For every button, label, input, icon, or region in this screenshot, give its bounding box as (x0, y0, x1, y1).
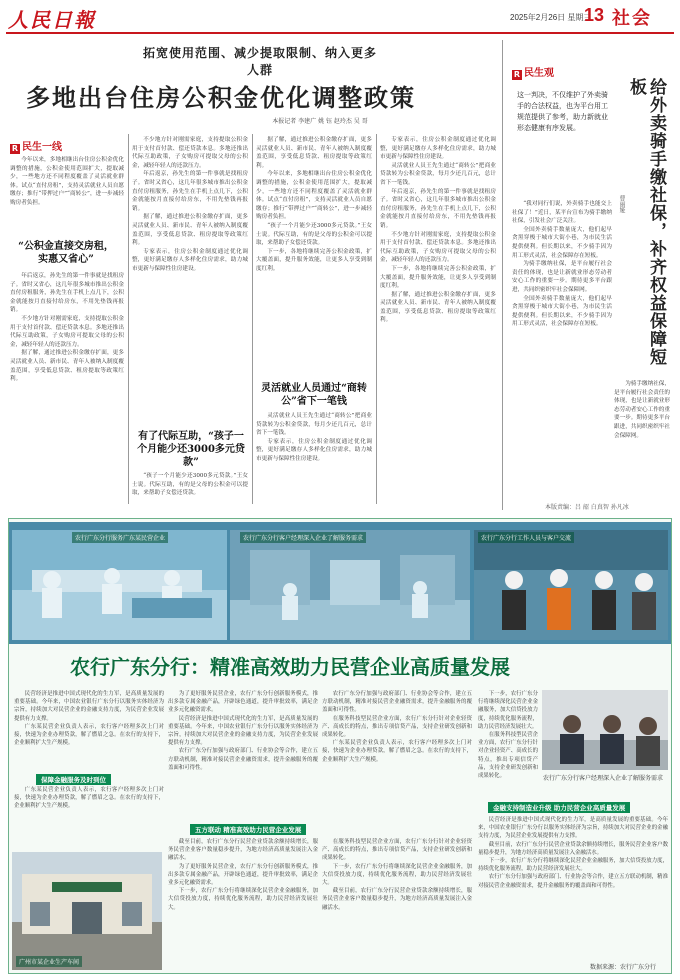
paragraph: 年后返京，孙先生的第一件事就是找租房子。省时又省心，这几年很多城市推出公积金直付房租服务，孙先生在手机上点几下，公积金就能按月直接付给房东，不用先垫钱再报销。 (10, 273, 124, 314)
paragraph: 不少地方针对刚需家庭，支持提取公积金用于支付首付款、偿还贷款本息。多地还推出代际互助政策，子女购房可提取父母的公积金，减轻年轻人的还款压力。 (10, 315, 124, 348)
photo-caption: 农行广东分行服务广东某民营企业 (72, 532, 168, 543)
story-column-2b (132, 472, 248, 506)
story-subhead-3: 灵活就业人员通过“商转公”省下一笔钱 (261, 383, 367, 407)
paragraph: 据了解，通过推进公积金缴存扩面，更多灵活就业人员、新市民、青年人被纳入制度覆盖范围，享受低息贷款、租房提取等政策红利。 (380, 291, 496, 324)
paragraph: 据了解，通过推进公积金缴存扩面，更多灵活就业人员、新市民、青年人被纳入制度覆盖范围，享受低息贷款、租房提取等政策红利。 (132, 214, 248, 247)
paragraph: 在服务科技型民营企业方面，农行广东分行针对企业轻资产、高成长的特点，推出专项信贷产品，支持企业研发创新和成果转化。 (322, 715, 472, 739)
paragraph: 为了更好服务民营企业，农行广东分行创新服务模式，推出多款专属金融产品，开辟绿色通道，提升审批效率，满足企业多元化融资需求。 (168, 863, 318, 887)
paragraph: 在服务科技型民营企业方面，农行广东分行针对企业轻资产、高成长的特点，推出专项信贷产品，支持企业研发创新和成果转化。 (478, 732, 538, 780)
story-byline: 本报记者 李建广 姚 钰 赵玲杰 吴 哥 (272, 118, 368, 125)
paragraph: 年后返京，孙先生的第一件事就是找租房子。省时又省心，这几年很多城市推出公积金直付房租服务，孙先生在手机上点几下，公积金就能按月直接付给房东，不用先垫钱再报销。 (132, 171, 248, 212)
photo-meeting (542, 690, 668, 770)
feature-headline (70, 651, 510, 680)
paragraph: 全国外卖骑手数量庞大，他们起早贪黑穿梭于城市大街小巷，为市民生活提供便利。但长期以来，不少骑手因为用工形式灵活，社会保障存在短板。 (512, 295, 612, 328)
paragraph: 下一步，农行广东分行将继续深化民营企业金融服务，加大信贷投放力度，持续优化服务流程，助力民营经济发展壮大。 (322, 863, 472, 887)
factory-building-image (12, 852, 162, 970)
paragraph: 下一步，各地将继续完善公积金政策，扩大覆盖面，提升服务效能，让更多人享受到制度红利。 (380, 265, 496, 290)
photo-caption: 广州市某企业生产车间 (16, 956, 82, 967)
paragraph: 专家表示，住房公积金制度通过优化调整，更好满足缴存人多样化住房需求，助力城市更新与保障性住房建设。 (132, 248, 248, 272)
paragraph: 全国外卖骑手数量庞大，他们起早贪黑穿梭于城市大街小巷，为市民生活提供便利。但长期以来，不少骑手因为用工形式灵活，社会保障存在短板。 (512, 226, 612, 259)
feature-headline-brand: 农行广东分行 (70, 655, 190, 679)
column-divider (252, 134, 253, 504)
story-column-1a (10, 156, 124, 236)
photo-caption: 农行广东分行客户经理深入企业了解服务需求 (240, 532, 366, 543)
paragraph: 今年以来，多地相继出台住房公积金优化调整的措施，公积金使用范围扩大，提取减少，一些地方还不同程度覆盖了灵活就业群体。试点“直付房租”，支持灵活就业人员自愿缴存；推行“带押过户”“商转公”，进一步减轻购房者负担。 (256, 171, 372, 221)
section-label-minshengguan (512, 64, 554, 80)
paragraph: 下一步，农行广东分行将继续深化民营企业金融服务，加大信贷投放力度，持续优化服务流程，助力民营经济发展壮大。 (478, 691, 538, 730)
column-divider (502, 40, 503, 510)
issue-date: 2025年2月26日 星期三 (510, 13, 592, 22)
paragraph: 下一步，农行广东分行将继续深化民营企业金融服务，加大信贷投放力度，持续优化服务流程，助力民营经济发展壮大。 (168, 888, 318, 911)
paragraph: 农行广东分行加强与政府部门、行业协会等合作，建立五方联动机制，精准对接民营企业融资需求，提升金融服务的覆盖面和可得性。 (322, 691, 472, 714)
masthead-rule (6, 32, 674, 34)
feature-column-3b (322, 838, 472, 968)
paragraph: 为骑手缴纳社保，是平台履行社会责任的体现，也是让新就业形态劳动者安心工作的重要一步。期待更多平台跟进，共同织密织牢社会保障网。 (512, 261, 612, 293)
feature-column-2 (168, 690, 318, 820)
meeting-image (542, 690, 668, 770)
column-divider (128, 134, 129, 504)
section-r-icon: R (513, 70, 521, 79)
paragraph: 在服务科技型民营企业方面，农行广东分行针对企业轻资产、高成长的特点，推出专项信贷产品，支持企业研发创新和成果转化。 (322, 839, 472, 862)
feature-subhead-1: 保障金融服务及时到位 (36, 774, 111, 785)
photo-production-line (12, 530, 227, 640)
feature-headline-rest: ：精准高效助力民营企业高质量发展 (190, 655, 510, 679)
paragraph: 年后返京，孙先生的第一件事就是找租房子。省时又省心，这几年很多城市推出公积金直付房租服务，孙先生在手机上点几下，公积金就能按月直接付给房东，不用先垫钱再报销。 (380, 188, 496, 229)
paragraph: 专家表示，住房公积金制度通过优化调整，更好满足缴存人多样化住房需求，助力城市更新与保障性住房建设。 (256, 438, 372, 462)
paragraph: 农行广东分行加强与政府部门、行业协会等合作，建立五方联动机制，精准对接民营企业融资需求，提升金融服务的覆盖面和可得性。 (478, 874, 668, 889)
paragraph: 不少地方针对刚需家庭，支持提取公积金用于支付首付款、偿还贷款本息。多地还推出代际互助政策，子女购房可提取父母的公积金，减轻年轻人的还款压力。 (380, 231, 496, 264)
paragraph: 下一步，各地将继续完善公积金政策，扩大覆盖面，提升服务效能，让更多人享受到制度红利。 (256, 248, 372, 272)
feature-column-3 (322, 690, 472, 820)
paragraph: 农行广东分行加强与政府部门、行业协会等合作，建立五方联动机制，精准对接民营企业融资需求，提升金融服务的覆盖面和可得性。 (168, 748, 318, 771)
story-column-1b (10, 272, 124, 492)
paragraph: 今年以来，多地相继出台住房公积金优化调整的措施，公积金使用范围扩大，提取减少，一些地方还不同程度覆盖了灵活就业群体。试点“直付房租”，支持灵活就业人员自愿缴存；推行“带押过户”“商转公”，进一步减轻购房者负担。 (10, 157, 124, 206)
paragraph: 为骑手缴纳社保，是平台履行社会责任的体现，也是让新就业形态劳动者安心工作的重要一步。期待更多平台跟进，共同织密织牢社会保障网。 (614, 381, 670, 439)
paragraph: 不少地方针对刚需家庭，支持提取公积金用于支付首付款、偿还贷款本息。多地还推出代际互助政策，子女购房可提取父母的公积金，减轻年轻人的还款压力。 (132, 137, 248, 169)
section-label-minsheng (10, 138, 62, 154)
photo-factory-building (12, 852, 162, 970)
paragraph: “我对同行们说，外卖骑手也能交上社保了！”近日，某平台宣布为骑手缴纳社保，引发社会广泛关注。 (512, 201, 612, 225)
masthead (0, 0, 680, 34)
commentary-body-tail (614, 380, 670, 496)
paragraph: 广东某民营企业负责人表示，农行客户经理多次上门对接，快速为企业办理贷款，解了燃眉之急。在农行的支持下，企业顺利扩大生产规模。 (14, 723, 164, 747)
section-name: 社会 (612, 8, 652, 29)
section-r-icon: R (11, 144, 19, 153)
newspaper-logo: 人民日報 (8, 8, 96, 32)
section-label-text: 民生一线 (22, 142, 62, 153)
story-subhead-2: 有了代际互助，“孩子一个月能少还3000多元贷款” (137, 431, 245, 468)
paragraph: 灵活就业人员王先生通过“商转公”把商业贷款转为公积金贷款，每月少还几百元，总计省下一笔钱。 (380, 162, 496, 186)
column-divider (376, 134, 377, 504)
paragraph: 民营经济是推进中国式现代化的生力军，是高质量发展的重要基础。今年来，中国农业银行广东分行以服务实体经济为宗旨，持续加大对民营企业的金融支持力度，为民营企业发展提供有力支撑。 (168, 715, 318, 747)
paragraph: 民营经济是推进中国式现代化的生力军，是高质量发展的重要基础。今年来，中国农业银行广东分行以服务实体经济为宗旨，持续加大对民营企业的金融支持力度，为民营企业发展提供有力支撑。 (14, 691, 164, 722)
story-kicker: 拓宽使用范围、减少提取限制、纳入更多人群 (142, 46, 377, 77)
paragraph: 为了更好服务民营企业，农行广东分行创新服务模式，推出多款专属金融产品，开辟绿色通道，提升审批效率，满足企业多元化融资需求。 (168, 691, 318, 714)
factory-interior-image (230, 530, 470, 640)
story-headline: 多地出台住房公积金优化调整政策 (26, 84, 416, 112)
commentary-lead: 这一判决，不仅维护了外卖骑手的合法权益，也为平台用工规范提供了参考，助力新就业形态健康有序发展。 (517, 91, 608, 132)
feature-footer-note: 数据来源：农行广东分行 (590, 964, 657, 971)
paragraph: “孩子一个月能少还3000多元贷款。”王女士说。代际互助，有的是父母的公积金可以提取，来帮助子女偿还贷款。 (256, 222, 372, 247)
photo-caption: 农行广东分行工作人员与客户交流 (478, 532, 574, 543)
story-column-3a (256, 136, 372, 376)
paragraph: 民营经济是推进中国式现代化的生力军，是高质量发展的重要基础。今年来，中国农业银行广东分行以服务实体经济为宗旨，持续加大对民营企业的金融支持力度，为民营企业发展提供有力支撑。 (478, 817, 668, 840)
story-column-3b (256, 412, 372, 506)
photo-factory-interior (230, 530, 470, 640)
paragraph: 下一步，农行广东分行将继续深化民营企业金融服务，加大信贷投放力度，持续优化服务流程，助力民营经济发展壮大。 (478, 858, 668, 873)
feature-subhead-3: 金融支持制造业升级 助力民营企业高质量发展 (488, 802, 630, 813)
photo-caption: 农行广东分行客户经理深入企业了解服务需求 (543, 776, 664, 782)
feature-column-4a (478, 690, 538, 800)
section-label-text: 民生观 (524, 68, 554, 79)
commentary-body (512, 200, 612, 494)
paragraph: 灵活就业人员王先生通过“商转公”把商业贷款转为公积金贷款，每月少还几百元，总计省下一笔钱。 (256, 413, 372, 437)
production-line-image (12, 530, 227, 640)
feature-subhead-2: 五方联动 精准高效助力民营企业发展 (190, 824, 306, 835)
workers-image (474, 530, 668, 640)
paragraph: 截至目前，农行广东分行民营企业贷款余额持续增长，服务民营企业客户数量稳步提升，为地方经济高质量发展注入金融活水。 (478, 841, 668, 856)
photo-workers (474, 530, 668, 640)
page-number: 13 (584, 5, 605, 25)
paragraph: 截至目前，农行广东分行民营企业贷款余额持续增长，服务民营企业客户数量稳步提升，为地方经济高质量发展注入金融活水。 (168, 839, 318, 862)
paragraph: 广东某民营企业负责人表示，农行客户经理多次上门对接，快速为企业办理贷款，解了燃眉之急。在农行的支持下，企业顺利扩大生产规模。 (322, 740, 472, 763)
paragraph: 据了解，通过推进公积金缴存扩面，更多灵活就业人员、新市民、青年人被纳入制度覆盖范围，享受低息贷款、租房提取等政策红利。 (10, 350, 124, 383)
paragraph: “孩子一个月能少还3000多元贷款。”王女士说。代际互助，有的是父母的公积金可以提取，来帮助子女偿还贷款。 (132, 473, 248, 497)
paragraph: 据了解，通过推进公积金缴存扩面，更多灵活就业人员、新市民、青年人被纳入制度覆盖范围，享受低息贷款、租房提取等政策红利。 (256, 137, 372, 169)
paragraph: 截至目前，农行广东分行民营企业贷款余额持续增长，服务民营企业客户数量稳步提升，为地方经济高质量发展注入金融活水。 (322, 888, 472, 911)
story-column-2a (132, 136, 248, 426)
story-subhead-1: “公积金直接交房租，实惠又省心” (18, 241, 114, 265)
page-editor-credit: 本版责编：吕 韶 白真智 孙凡冰 (545, 504, 629, 511)
commentary-author: 曹丽娅 (618, 195, 625, 213)
feature-column-1a (14, 690, 164, 770)
paragraph: 广东某民营企业负责人表示，农行客户经理多次上门对接，快速为企业办理贷款，解了燃眉之急。在农行的支持下，企业顺利扩大生产规模。 (14, 787, 164, 810)
feature-column-4b (478, 816, 668, 956)
story-column-4 (380, 136, 496, 506)
feature-column-1b (14, 786, 164, 850)
feature-column-2b (168, 838, 318, 968)
paragraph: 专家表示，住房公积金制度通过优化调整，更好满足缴存人多样化住房需求，助力城市更新与保障性住房建设。 (380, 137, 496, 161)
commentary-headline: 给外卖骑手缴社保，补齐权益保障短板 (626, 78, 666, 366)
